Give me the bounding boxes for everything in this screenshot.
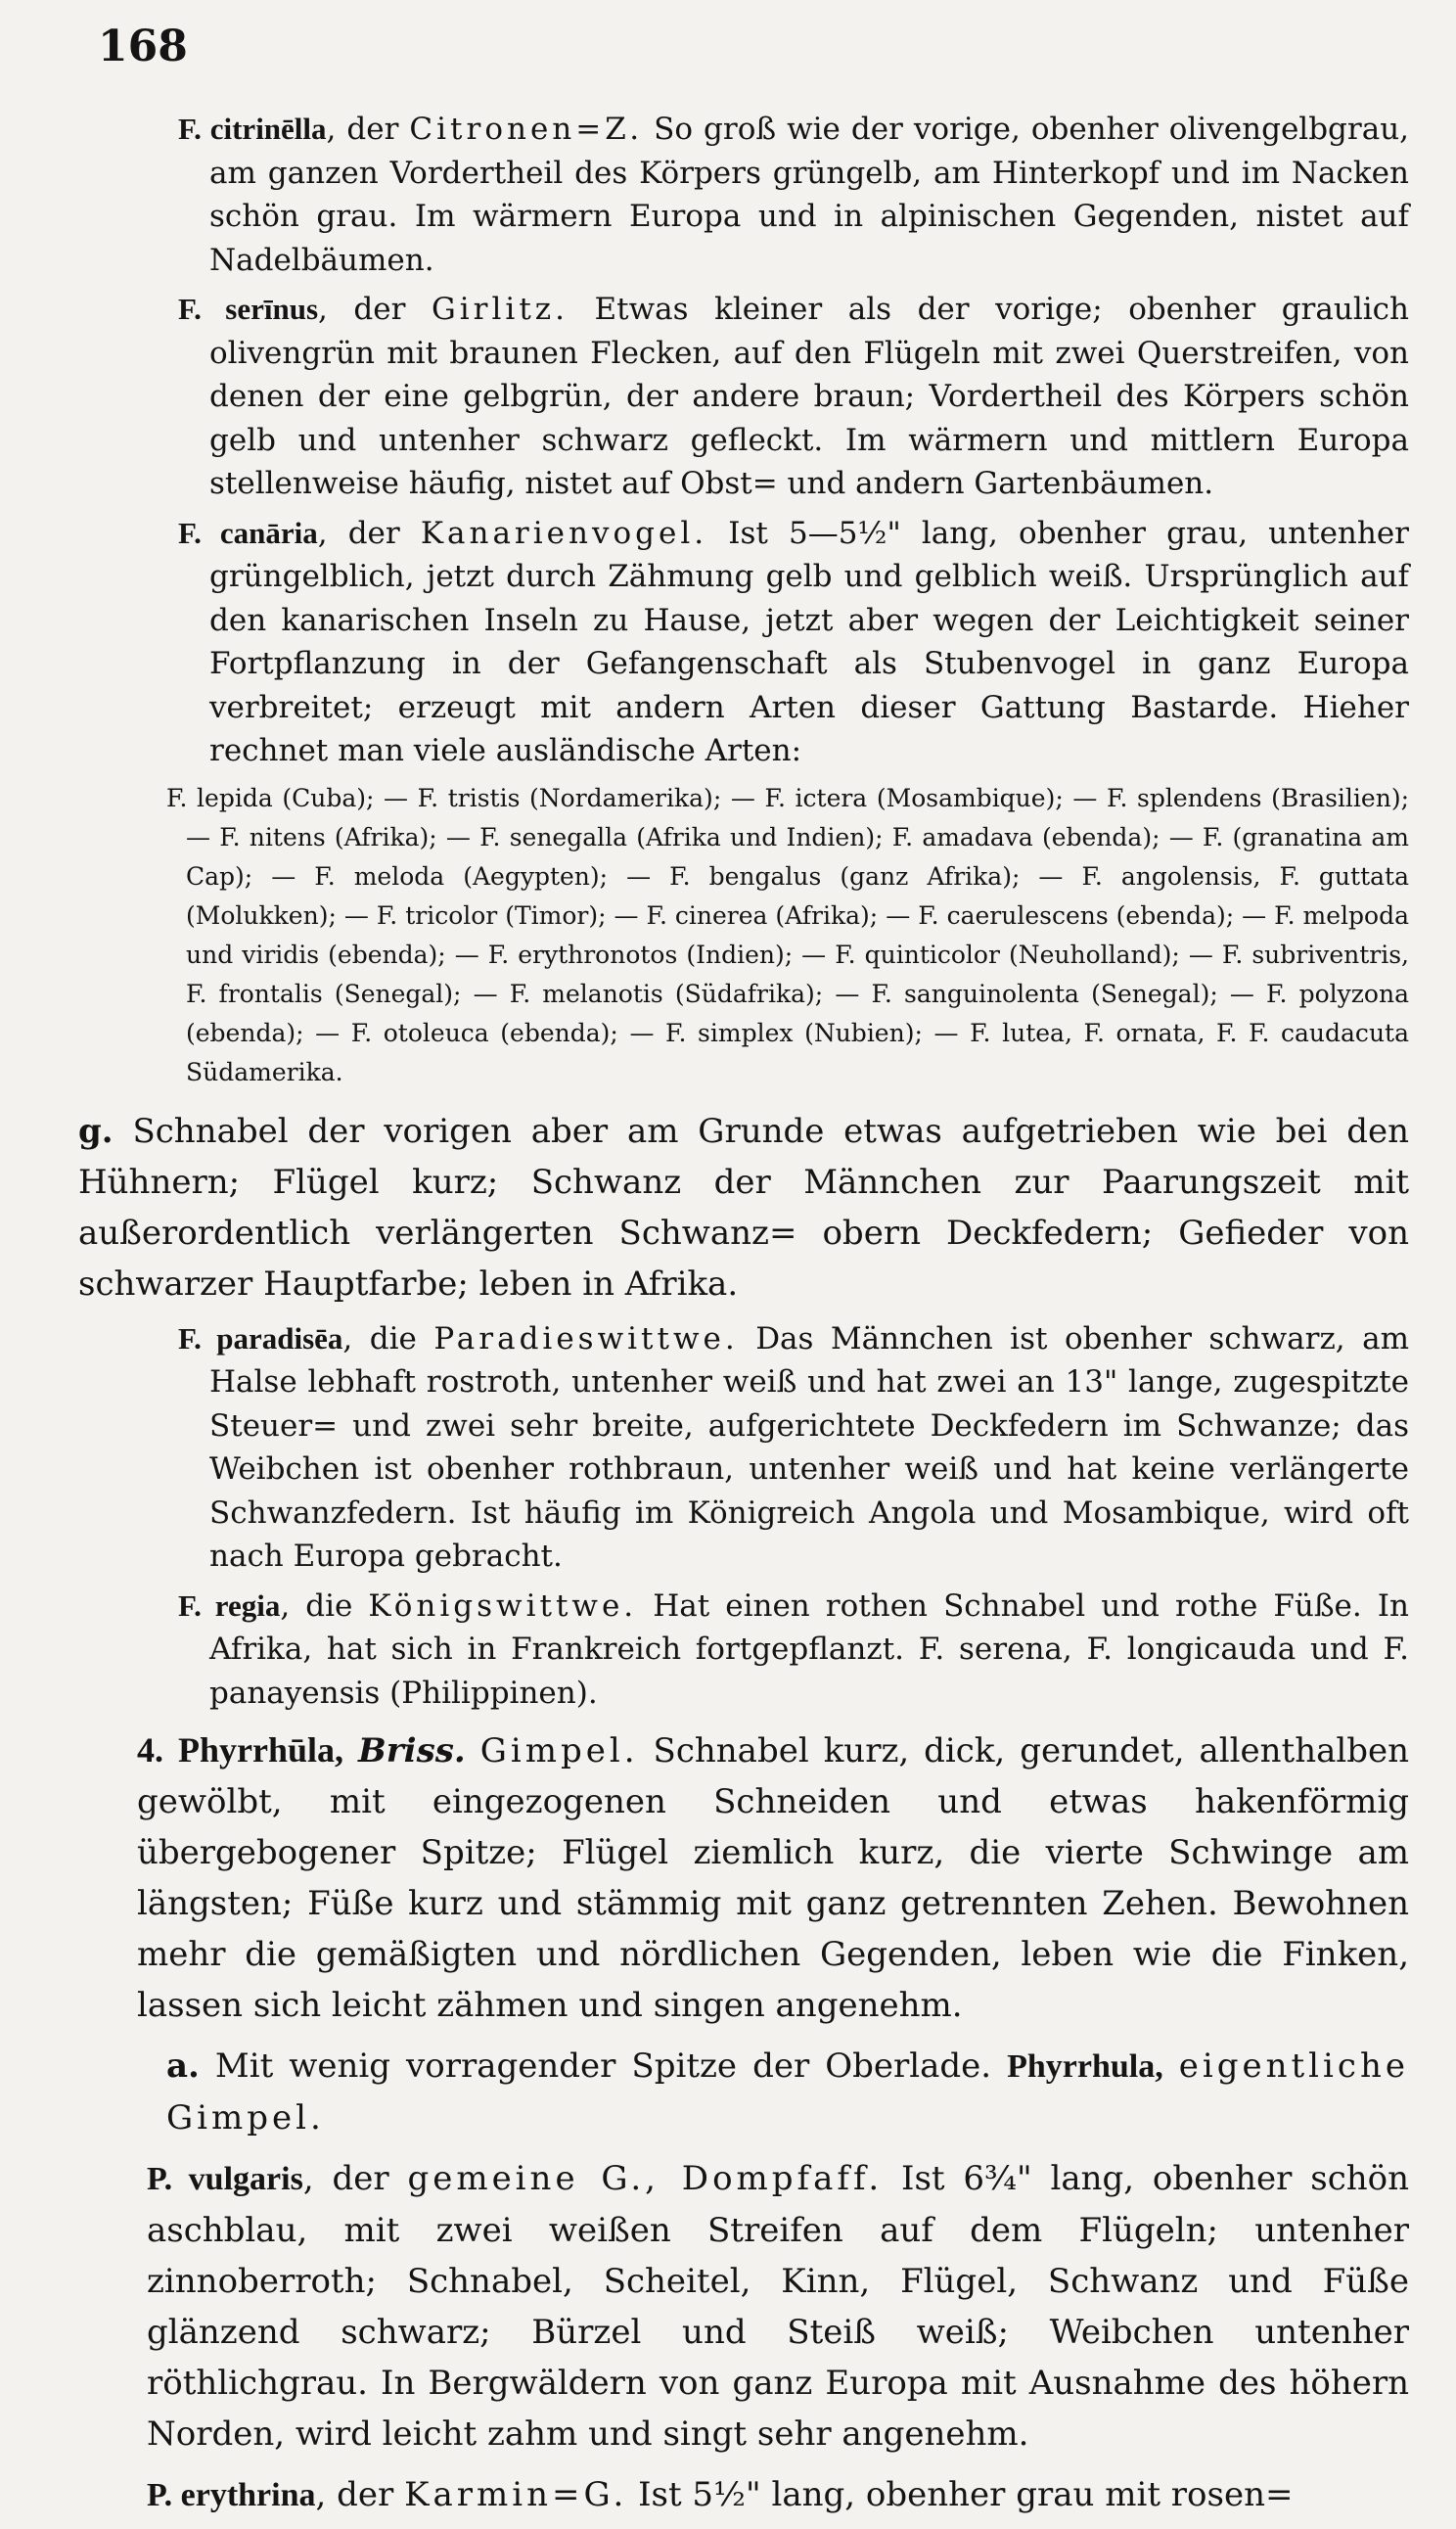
species-description: Das Männchen ist obenher schwarz, am Halse lebhaft rostroth, untenher weiß und hat zwei an 13" lange, zugespitzte Steuer= und zwei sehr breite, aufgerichtete Deckfedern im Schwanze; das Weibchen ist obenher rothbraun, untenher weiß und hat keine verlängerte Schwanzfedern. Ist häufig im Königreich Angola und Mosambique, wird oft nach Europa gebracht.: [209, 1320, 1409, 1574]
common-name: Citronen=Z.: [409, 112, 644, 147]
species-description: Hat einen rothen Schnabel und rothe Füße. In Afrika, hat sich in Frankreich fortgepflanzt. F. serena, F. longicauda und F. panayensis (Philippinen).: [209, 1587, 1409, 1711]
species-entry: F. regia, die Königswittwe. Hat einen rothen Schnabel und rothe Füße. In Afrika, hat sich in Frankreich fortgepflanzt. F. serena, F. longicauda und F. panayensis (Philippinen).: [178, 1587, 1409, 1711]
genus-heading: [137, 1724, 1409, 2031]
species-description: Ist 6¾" lang, obenher schön aschblau, mit zwei weißen Streifen auf dem Flügeln; untenher zinnoberroth; Schnabel, Scheitel, Kinn, Flügel, Schwanz und Füße glänzend schwarz; Bürzel und Steiß weiß; Weibchen untenher röthlichgrau. In Bergwäldern von ganz Europa mit Ausnahme des höhern Norden, wird leicht zahm und singt sehr angenehm.: [147, 2159, 1410, 2454]
species-description: Ist 5½" lang, obenher grau mit rosen=: [638, 2475, 1294, 2514]
species-name: F. serīnus: [178, 292, 319, 326]
species-description: Ist 5—5½" lang, obenher grau, untenher grüngelblich, jetzt durch Zähmung gelb und gelblich weiß. Ursprünglich auf den kanarischen Inseln zu Hause, jetzt aber wegen der Leichtigkeit seiner Fortpflanzung in der Gefangenschaft als Stubenvogel in ganz Europa verbreitet; erzeugt mit andern Arten dieser Gattung Bastarde. Hieher rechnet man viele ausländische Arten:: [209, 515, 1410, 768]
common-name: Karmin=G.: [404, 2475, 628, 2514]
genus-name: Phyrrhūla,: [178, 1730, 344, 1770]
section-common-name: eigentliche Gimpel.: [166, 2046, 1409, 2138]
genus-common-name: Gimpel.: [479, 1731, 639, 1770]
species-list: F. lepida (Cuba); — F. tristis (Nordamerika); — F. ictera (Mosambique); — F. splendens (Brasilien); — F. nitens (Afrika); — F. senegalla (Afrika und Indien); F. amadava (ebenda); — F. (granatina am Cap); — F. meloda (Aegypten); — F. bengalus (ganz Afrika); — F. angolensis, F. guttata (Molukken); — F. tricolor (Timor); — F. cinerea (Afrika); — F. caerulescens (ebenda); — F. melpoda und viridis (ebenda); — F. erythronotos (Indien); — F. quinticolor (Neuholland); — F. subriventris, F. frontalis (Senegal); — F. melanotis (Südafrika); — F. sanguinolenta (Senegal); — F. polyzona (ebenda); — F. otoleuca (ebenda); — F. simplex (Nubien); — F. lutea, F. ornata, F. F. caudacuta Südamerika.: [166, 783, 1409, 1086]
genus-author: Briss.: [358, 1731, 466, 1770]
species-entry: P. erythrina, der Karmin=G. Ist 5½" lang, obenher grau mit rosen=: [147, 2475, 1294, 2514]
species-entry: F. citrinēlla, der Citronen=Z. So groß wie der vorige, obenher olivengelbgrau, am ganzen Vordertheil des Körpers grüngelb, am Hinterkopf und im Nacken schön grau. Im wärmern Europa und in alpinischen Gegenden, nistet auf Nadelbäumen.: [178, 112, 1410, 278]
species-name: F. citrinēlla: [178, 112, 327, 146]
section-label: a.: [166, 2046, 200, 2086]
species-description: So groß wie der vorige, obenher olivengelbgrau, am ganzen Vordertheil des Körpers grüngelb, am Hinterkopf und im Nacken schön grau. Im wärmern Europa und in alpinischen Gegenden, nistet auf Nadelbäumen.: [209, 112, 1410, 278]
section-text: Mit wenig vorragender Spitze der Oberlade.: [214, 2046, 992, 2086]
species-name: P. erythrina: [147, 2477, 316, 2513]
text-column: [78, 108, 1410, 2529]
species-entry: F. paradisēa, die Paradieswittwe. Das Männchen ist obenher schwarz, am Halse lebhaft rostroth, untenher weiß und hat zwei an 13" lange, zugespitzte Steuer= und zwei sehr breite, aufgerichtete Deckfedern im Schwanze; das Weibchen ist obenher rothbraun, untenher weiß und hat keine verlängerte Schwanzfedern. Ist häufig im Königreich Angola und Mosambique, wird oft nach Europa gebracht.: [178, 1320, 1409, 1574]
section-label: g.: [78, 1111, 114, 1151]
species-name: F. paradisēa: [178, 1320, 343, 1356]
common-name: Kanarienvogel.: [420, 515, 708, 551]
section-text: Schnabel der vorigen aber am Grunde etwas aufgetrieben wie bei den Hühnern; Flügel kurz; Schwanz der Männchen zur Paarungszeit mit außerordentlich verlängerten Schwanz= obern Deckfedern; Gefieder von schwarzer Hauptfarbe; leben in Afrika.: [78, 1111, 1409, 1304]
common-name: Königswittwe.: [368, 1587, 638, 1624]
species-name: F. canāria: [178, 515, 318, 550]
species-description: Etwas kleiner als der vorige; obenher graulich olivengrün mit braunen Flecken, auf den Flügeln mit zwei Querstreifen, von denen der eine gelbgrün, der andere braun; Vordertheil des Körpers schön gelb und untenher schwarz gefleckt. Im wärmern und mittlern Europa stellenweise häufig, nistet auf Obst= und andern Gartenbäumen.: [209, 292, 1409, 501]
common-name: gemeine G., Dompfaff.: [407, 2159, 884, 2198]
section-genus-name: Phyrrhula,: [1007, 2048, 1163, 2085]
genus-number: 4.: [137, 1730, 163, 1770]
common-name: Paradieswittwe.: [433, 1320, 739, 1356]
page-number: 168: [98, 22, 188, 71]
genus-description: Schnabel kurz, dick, gerundet, allenthalben gewölbt, mit eingezogenen Schneiden und etwas hakenförmig übergebogener Spitze; Flügel ziemlich kurz, die vierte Schwinge am längsten; Füße kurz und stämmig mit ganz getrennten Zehen. Bewohnen mehr die gemäßigten und nördlichen Gegenden, leben wie die Finken, lassen sich leicht zähmen und singen angenehm.: [137, 1731, 1410, 2025]
species-entry: P. vulgaris, der gemeine G., Dompfaff. Ist 6¾" lang, obenher schön aschblau, mit zwei weißen Streifen auf dem Flügeln; untenher zinnoberroth; Schnabel, Scheitel, Kinn, Flügel, Schwanz und Füße glänzend schwarz; Bürzel und Steiß weiß; Weibchen untenher röthlichgrau. In Bergwäldern von ganz Europa mit Ausnahme des höhern Norden, wird leicht zahm und singt sehr angenehm.: [147, 2159, 1410, 2454]
section-a: [166, 2041, 1409, 2143]
common-name: Girlitz.: [432, 292, 569, 327]
section-g: [78, 1106, 1409, 1310]
species-entry: F. serīnus, der Girlitz. Etwas kleiner als der vorige; obenher graulich olivengrün mit braunen Flecken, auf den Flügeln mit zwei Querstreifen, von denen der eine gelbgrün, der andere braun; Vordertheil des Körpers schön gelb und untenher schwarz gefleckt. Im wärmern und mittlern Europa stellenweise häufig, nistet auf Obst= und andern Gartenbäumen.: [178, 292, 1409, 501]
species-entry: F. canāria, der Kanarienvogel. Ist 5—5½" lang, obenher grau, untenher grüngelblich, jetzt durch Zähmung gelb und gelblich weiß. Ursprünglich auf den kanarischen Inseln zu Hause, jetzt aber wegen der Leichtigkeit seiner Fortpflanzung in der Gefangenschaft als Stubenvogel in ganz Europa verbreitet; erzeugt mit andern Arten dieser Gattung Bastarde. Hieher rechnet man viele ausländische Arten:: [178, 515, 1410, 768]
species-name: P. vulgaris: [147, 2161, 303, 2197]
species-name: F. regia: [178, 1587, 281, 1623]
